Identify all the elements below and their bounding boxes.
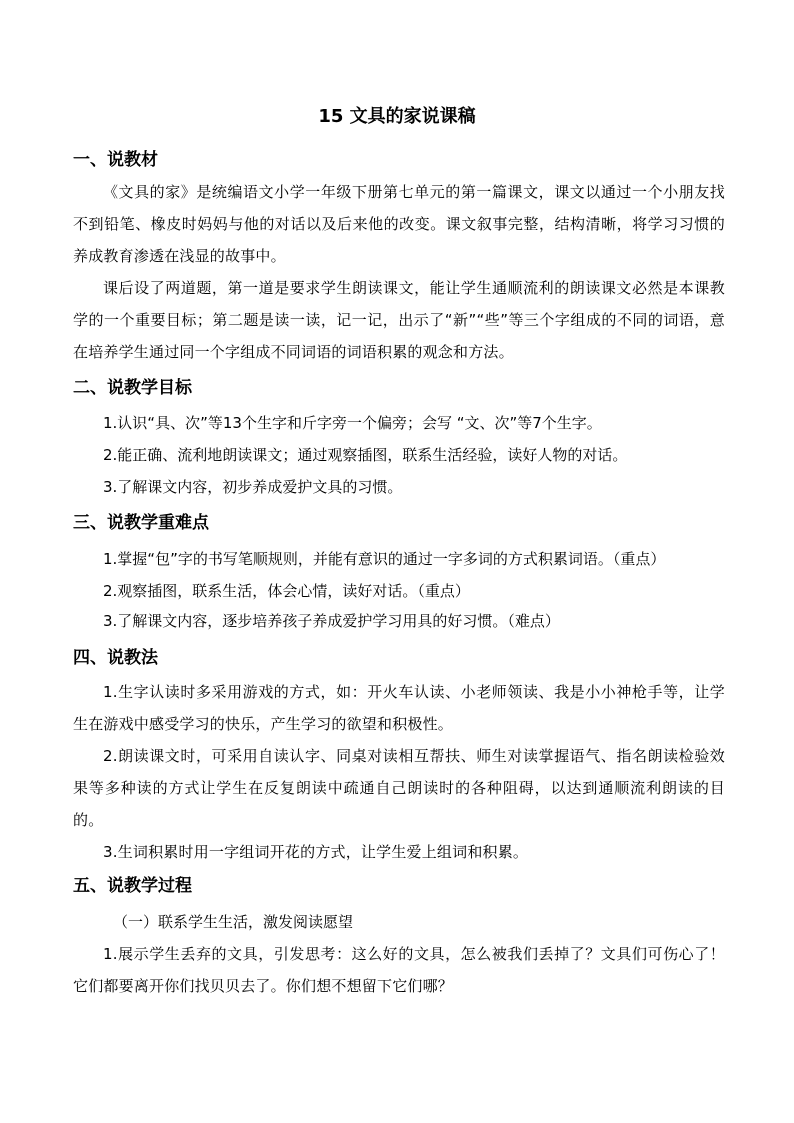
document-title: 15 文具的家说课稿 bbox=[318, 106, 476, 127]
section-heading-key-points: 三、说教学重难点 bbox=[73, 513, 209, 533]
key-point-item: 2.观察插图，联系生活，体会心情，读好对话。（重点） bbox=[103, 582, 470, 600]
paragraph-textbook-exercises: 课后设了两道题，第一道是要求学生朗读课文，能让学生通顺流利的朗读课文必然是本课教学的一个重要目标；第二题是读一读，记一记，出示了“新”“些”等三个字组成的不同的词语，意在培养学生通过同一个字组成不同词语的词语积累的观念和方法。 bbox=[73, 279, 725, 361]
goal-item: 1.认识“具、次”等13个生字和斤字旁一个偏旁；会写 “文、次”等7个生字。 bbox=[103, 414, 602, 432]
process-paragraph: 1.展示学生丢弃的文具，引发思考：这么好的文具，怎么被我们丢掉了？文具们可伤心了！它们都要离开你们找贝贝去了。你们想不想留下它们哪？ bbox=[73, 945, 725, 995]
section-heading-textbook: 一、说教材 bbox=[73, 150, 158, 170]
section-heading-process: 五、说教学过程 bbox=[73, 876, 192, 896]
section-heading-goals: 二、说教学目标 bbox=[73, 378, 192, 398]
paragraph-textbook-intro: 《文具的家》是统编语文小学一年级下册第七单元的第一篇课文，课文以通过一个小朋友找不到铅笔、橡皮时妈妈与他的对话以及后来他的改变。课文叙事完整，结构清晰，将学习习惯的养成教育渗透在浅显的故事中。 bbox=[73, 183, 725, 265]
method-paragraph: 3.生词积累时用一字组词开花的方式，让学生爱上组词和积累。 bbox=[103, 843, 529, 861]
section-heading-methods: 四、说教法 bbox=[73, 648, 158, 668]
method-paragraph: 1.生字认读时多采用游戏的方式，如：开火车认读、小老师领读、我是小小神枪手等，让学生在游戏中感受学习的快乐，产生学习的欲望和积极性。 bbox=[73, 683, 725, 733]
goal-item: 3.了解课文内容，初步养成爱护文具的习惯。 bbox=[103, 478, 403, 496]
key-point-item: 3.了解课文内容，逐步培养孩子养成爱护学习用具的好习惯。（难点） bbox=[103, 612, 560, 630]
method-paragraph: 2.朗读课文时，可采用自读认字、同桌对读相互帮扶、师生对读掌握语气、指名朗读检验效果等多种读的方式让学生在反复朗读中疏通自己朗读时的各种阻碍，以达到通顺流利朗读的目的。 bbox=[73, 747, 725, 829]
key-point-item: 1.掌握“包”字的书写笔顺规则，并能有意识的通过一字多词的方式积累词语。（重点） bbox=[103, 550, 666, 568]
process-subheading: （一）联系学生生活，激发阅读愿望 bbox=[113, 913, 354, 931]
goal-item: 2.能正确、流利地朗读课文；通过观察插图，联系生活经验，读好人物的对话。 bbox=[103, 446, 628, 464]
